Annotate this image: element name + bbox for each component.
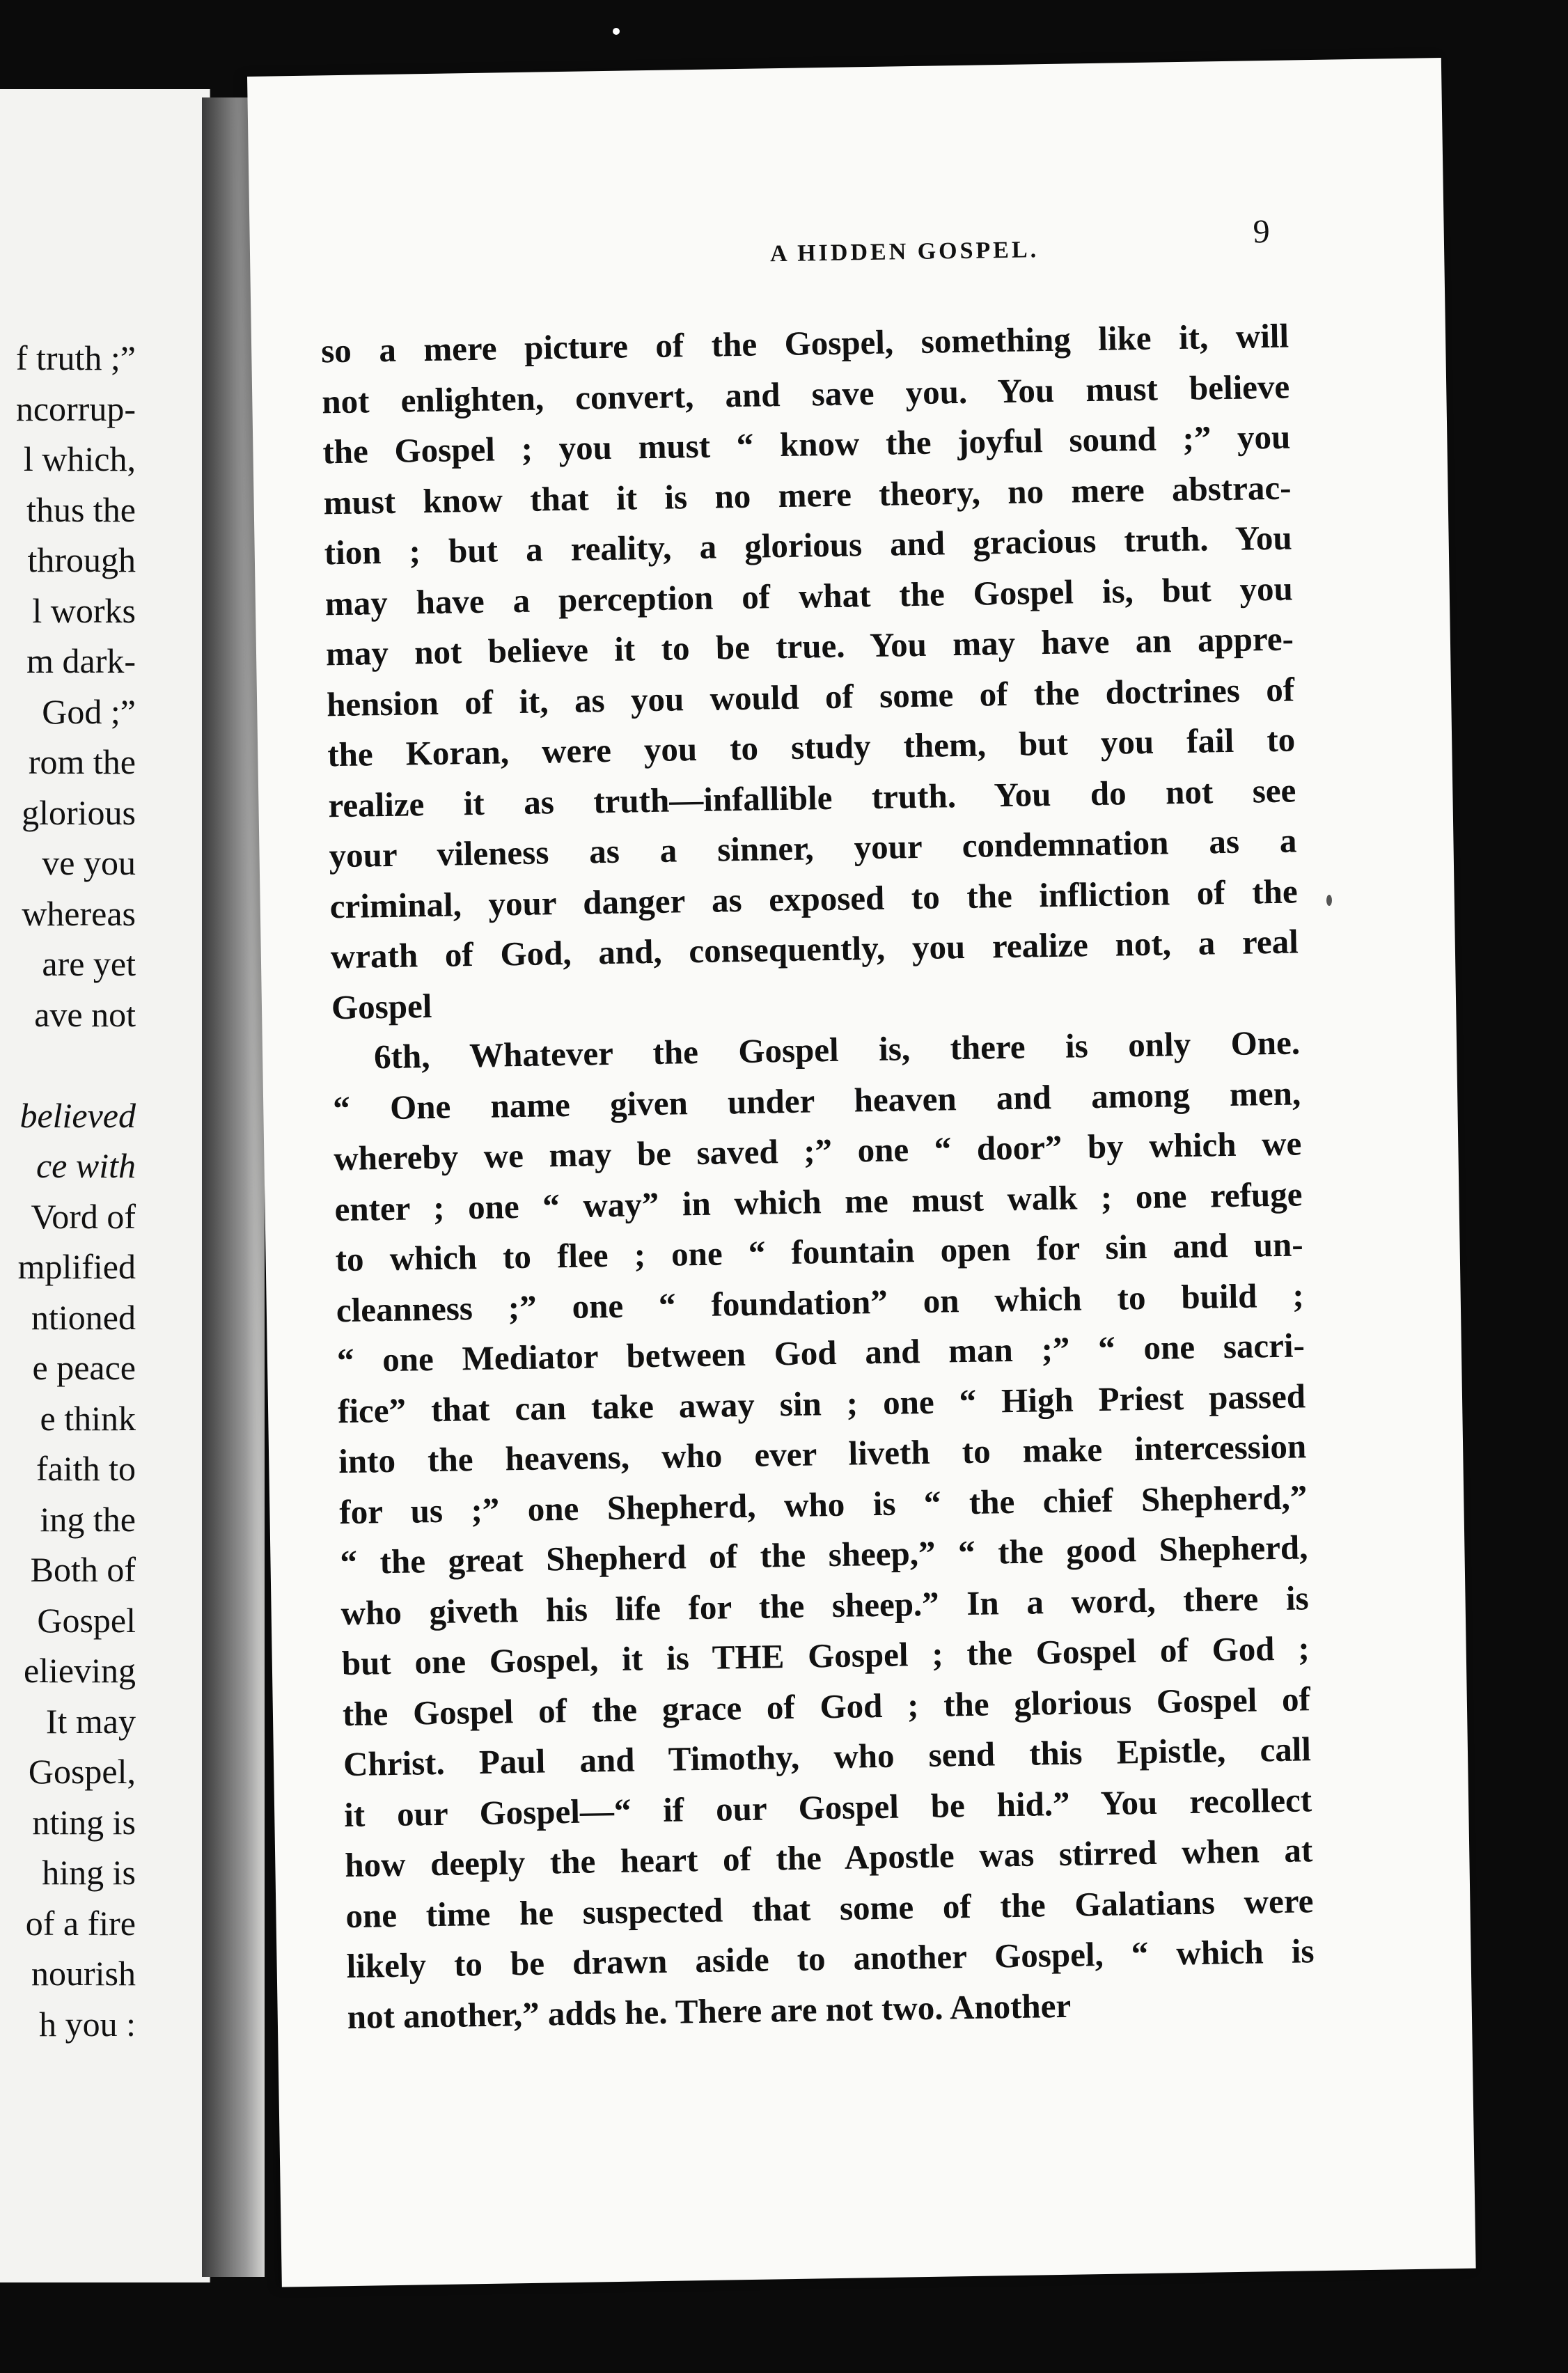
text-line: 6th, Whatever the Gospel is, there is only One. [373,1023,1301,1076]
text-line: “ the great Shepherd of the sheep,” “ the good Shepherd, [340,1528,1308,1582]
facing-page-line: ve you [42,843,136,882]
text-line: not another,” adds he. There are not two. Another [347,1986,1072,2036]
facing-page-line: glorious [22,792,136,832]
facing-page-line: hing is [42,1853,136,1892]
facing-page-line: mplified [17,1247,136,1286]
text-line: so a mere picture of the Gospel, something like it, will [320,316,1289,370]
text-line: tion ; but a reality, a glorious and gracious truth. You [324,518,1293,572]
facing-page-line: believed [19,1095,136,1135]
text-line: likely to be drawn aside to another Gospel, “ which is [346,1932,1315,1986]
facing-page-line: God ;” [42,691,136,731]
text-line: to which to flee ; one “ fountain open for sin and un- [335,1225,1303,1279]
text-line: who giveth his life for the sheep.” In a word, there is [340,1578,1309,1632]
facing-page-line: f truth ;” [15,338,136,377]
text-line: realize it as truth—infallible truth. You do not see [328,770,1296,824]
text-line: enter ; one “ way” in which me must walk ; one refuge [334,1174,1303,1228]
text-line: the Koran, were you to study them, but you fail to [327,720,1296,774]
facing-page-line: elieving [23,1651,136,1690]
text-line: cleanness ;” one “ foundation” on which to build ; [336,1275,1305,1329]
text-line: one time he suspected that some of the Galatians were [345,1881,1314,1935]
text-line: for us ;” one Shepherd, who is “ the chief Shepherd,” [338,1477,1308,1531]
scan-speck [613,28,620,35]
facing-page-line: e peace [32,1348,136,1387]
facing-page-line: rom the [28,742,136,781]
facing-page-line: Vord of [31,1196,136,1236]
facing-page-line: Both of [30,1550,136,1589]
text-line: Gospel [331,986,432,1026]
facing-page-line: nting is [32,1802,136,1842]
page-body-text [321,311,1316,2043]
facing-page-line: ce with [36,1146,136,1185]
facing-page-text [0,333,136,2049]
text-line: “ One name given under heaven and among men, [332,1073,1301,1127]
text-line: it our Gospel—“ if our Gospel be hid.” You recollect [343,1780,1312,1834]
facing-page-line: Gospel [37,1600,136,1640]
facing-page-line: through [27,540,136,579]
facing-page-line: ntioned [31,1297,136,1337]
text-line: not enlighten, convert, and save you. You must believe [321,367,1290,421]
facing-page-line: l which, [23,439,136,478]
running-head: A HIDDEN GOSPEL. [769,237,1040,267]
text-line: how deeply the heart of the Apostle was stirred when at [344,1831,1313,1885]
facing-page-line: faith to [36,1449,136,1488]
facing-page-left [0,89,210,2282]
text-line: criminal, your danger as exposed to the infliction of the [329,871,1298,925]
facing-page-line: ave not [34,994,136,1034]
text-line: your vileness as a sinner, your condemnation as a [329,821,1297,875]
facing-page-line: It may [45,1701,136,1741]
scan-speck [1326,895,1332,906]
text-line: Christ. Paul and Timothy, who send this Epistle, call [343,1730,1312,1784]
facing-page-line: h you : [39,2004,136,2044]
text-line: must know that it is no mere theory, no mere abstrac- [323,468,1292,522]
text-line: fice” that can take away sin ; one “ High Priest passed [337,1376,1306,1430]
text-line: “ one Mediator between God and man ;” “ one sacri- [336,1326,1306,1380]
page-number: 9 [1253,212,1271,251]
text-line: into the heavens, who ever liveth to make intercession [338,1427,1307,1481]
text-line: the Gospel ; you must “ know the joyful sound ;” you [322,417,1291,471]
book-page [247,58,1476,2287]
text-line: may not believe it to be true. You may have an appre- [325,619,1294,673]
facing-page-line: Gospel, [28,1752,136,1791]
facing-page-line: e think [40,1398,136,1438]
facing-page-line: thus the [26,490,136,529]
text-line: whereby we may be saved ;” one “ door” by which we [333,1124,1302,1178]
facing-page-line: ing the [40,1499,136,1539]
facing-page-line: m dark- [26,641,136,680]
facing-page-line: are yet [42,944,136,983]
facing-page-line: of a fire [25,1903,136,1943]
facing-page-line: nourish [31,1954,136,1993]
text-line: wrath of God, and, consequently, you realize not, a real [330,922,1299,976]
facing-page-line: l works [32,590,136,630]
text-line: but one Gospel, it is THE Gospel ; the Gospel of God ; [341,1629,1310,1683]
text-line: may have a perception of what the Gospel is, but you [324,569,1294,622]
facing-page-line: ncorrup- [15,389,136,428]
text-line: the Gospel of the grace of God ; the glorious Gospel of [342,1679,1311,1733]
facing-page-line [0,1040,136,1090]
facing-page-line: whereas [22,893,136,933]
text-line: hension of it, as you would of some of the doctrines of [326,669,1295,723]
